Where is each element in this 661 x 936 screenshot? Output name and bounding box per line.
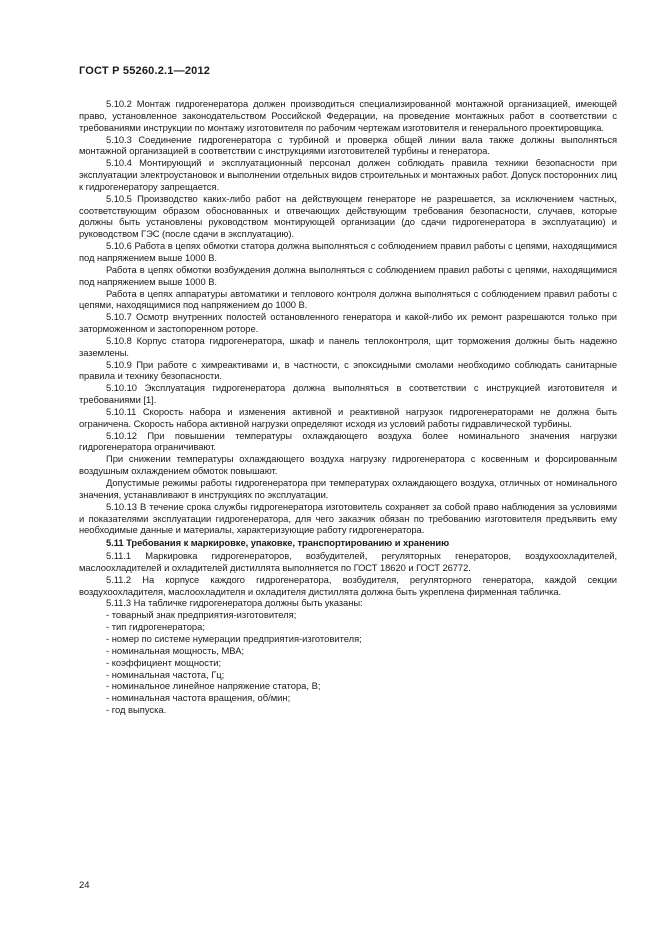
paragraph-5-10-13: 5.10.13 В течение срока службы гидрогенератора изготовитель сохраняет за собой право наблюдения за условиями и показателями эксплуатации гидрогенератора, для чего заказчик обязан по требованию изготовителя предъявить ему необходимые данные и материалы, характеризующие работу гидрогенератора. <box>79 500 617 536</box>
paragraph-allowed-modes: Допустимые режимы работы гидрогенератора при температурах охлаждающего воздуха, отличных от номинального значения, устанавливают в инструкциях по эксплуатации. <box>79 477 617 500</box>
paragraph-5-11-2: 5.11.2 На корпусе каждого гидрогенератора, возбудителя, регуляторного генератора, каждой секции воздухоохладителя, маслоохладителя и охладителя дистиллята должна быть укреплена фирменная табличка. <box>79 573 617 597</box>
section-heading-5-11: 5.11 Требования к маркировке, упаковке, транспортированию и хранению <box>106 537 450 549</box>
document-body <box>79 98 617 716</box>
paragraph-5-10-6: 5.10.6 Работа в цепях обмотки статора должна выполняться с соблюдением правил работы с цепями, находящимися под напряжением выше 1000 В. <box>79 240 617 263</box>
paragraph-5-10-8: 5.10.8 Корпус статора гидрогенератора, шкаф и панель теплоконтроля, щит торможения должны быть надежно заземлены. <box>79 334 617 358</box>
list-item: - номер по системе нумерации предприятия-изготовителя; <box>106 632 362 644</box>
paragraph-5-11-1: 5.11.1 Маркировка гидрогенераторов, возбудителей, регуляторных генераторов, воздухоохладителей, маслоохладителей и охладителей дистиллята выполняется по ГОСТ 18620 и ГОСТ 26772. <box>79 550 617 573</box>
paragraph-5-10-11: 5.10.11 Скорость набора и изменения активной и реактивной нагрузок гидрогенераторами не должна быть ограничена. Скорость набора активной нагрузки определяют исходя из условий работы гидравлической турбины. <box>79 405 617 429</box>
paragraph-cooling-lower: При снижении температуры охлаждающего воздуха нагрузку гидрогенератора с косвенным и форсированным воздушным охлаждением обмоток повышают. <box>79 453 617 477</box>
paragraph-5-10-2: 5.10.2 Монтаж гидрогенератора должен производиться специализированной монтажной организацией, имеющей право, установленное законодательством Российской Федерации, на проведение монтажных работ в соответствии с требованиями инструкции по монтажу изготовителя по рабочим чертежам изготовителя и генерального проектировщика. <box>79 98 617 133</box>
page-number: 24 <box>79 880 90 891</box>
list-item: - номинальная частота, Гц; <box>106 668 225 680</box>
document-header: ГОСТ Р 55260.2.1—2012 <box>79 65 211 77</box>
paragraph-5-11-3: 5.11.3 На табличке гидрогенератора должны быть указаны: <box>106 597 363 609</box>
list-item: - номинальная мощность, МВА; <box>106 644 245 656</box>
list-item: - тип гидрогенератора; <box>106 621 205 633</box>
nameplate-list <box>79 609 617 716</box>
paragraph-5-10-10: 5.10.10 Эксплуатация гидрогенератора должна выполняться в соответствии с инструкцией изготовителя и требованиями [1]. <box>79 382 617 406</box>
list-item: - товарный знак предприятия-изготовителя; <box>106 609 297 621</box>
list-item: - номинальное линейное напряжение статора, В; <box>106 680 321 692</box>
paragraph-5-10-12: 5.10.12 При повышении температуры охлаждающего воздуха более номинального значения нагрузки гидрогенератора ограничивают. <box>79 429 617 453</box>
paragraph-5-10-9: 5.10.9 При работе с химреактивами и, в частности, с эпоксидными смолами необходимо соблюдать санитарные правила и технику безопасности. <box>79 358 617 382</box>
list-item: - коэффициент мощности; <box>106 656 222 668</box>
paragraph-5-10-3: 5.10.3 Соединение гидрогенератора с турбиной и проверка общей линии вала также должны выполняться монтажной организацией в соответствии с инструкциями изготовителей турбины и генератора. <box>79 133 617 157</box>
list-item: - номинальная частота вращения, об/мин; <box>106 692 291 704</box>
paragraph-excitation: Работа в цепях обмотки возбуждения должна выполняться с соблюдением правил работы с цепями, находящимися под напряжением выше 1000 В. <box>79 263 617 287</box>
paragraph-automation: Работа в цепях аппаратуры автоматики и теплового контроля должна выполняться с соблюдением правил работы с цепями, находящимися под напряжением до 1000 В. <box>79 287 617 311</box>
paragraph-5-10-5: 5.10.5 Производство каких-либо работ на действующем генераторе не разрешается, за исключением частных, соответствующим образом обоснованных и отвечающих действующим требования безопасности, случаев, которые должны быть установлены руководством монтирующей организации (до сдачи гидрогенератора в эксплуатацию) и руководством ГЭС (после сдачи в эксплуатацию). <box>79 192 617 240</box>
paragraph-5-10-7: 5.10.7 Осмотр внутренних полостей остановленного генератора и какой-либо их ремонт разрешаются только при заторможенном и застопоренном роторе. <box>79 311 617 335</box>
list-item: - год выпуска. <box>106 704 167 716</box>
paragraph-5-10-4: 5.10.4 Монтирующий и эксплуатационный персонал должен соблюдать правила техники безопасности при эксплуатации электроустановок и выполнении отдельных видов строительных и монтажных работ. Допуск посторонних лиц к гидрогенератору запрещается. <box>79 157 617 192</box>
